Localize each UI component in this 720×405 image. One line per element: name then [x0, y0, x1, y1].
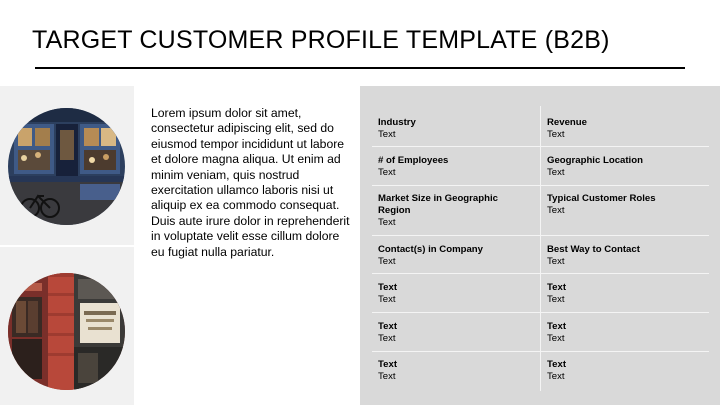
grid-cell-value: Text: [547, 167, 565, 178]
grid-cell-value: Text: [547, 294, 565, 305]
grid-cell-value: Text: [547, 333, 565, 344]
grid-cell-label: Contact(s) in Company: [378, 244, 484, 255]
grid-cell-text: [547, 321, 697, 345]
grid-cell-market-size: [378, 193, 528, 229]
grid-cell-label: Best Way to Contact: [547, 244, 640, 255]
grid-cell-value: Text: [547, 205, 565, 216]
grid-cell-employees: [378, 155, 528, 179]
grid-cell-contacts: [378, 244, 528, 268]
grid-cell-text: [378, 359, 528, 383]
grid-cell-label: Text: [547, 321, 567, 332]
grid-cell-label: Industry: [378, 117, 416, 128]
grid-cell-label: Typical Customer Roles: [547, 193, 656, 204]
grid-row-divider: [372, 273, 709, 274]
grid-cell-text: [378, 321, 528, 345]
grid-cell-label: Geographic Location: [547, 155, 643, 166]
grid-row-divider: [372, 351, 709, 352]
grid-column-divider: [540, 106, 541, 391]
grid-cell-customer-roles: [547, 193, 697, 217]
title-underline: [35, 67, 685, 69]
grid-cell-label: Text: [378, 321, 398, 332]
grid-cell-value: Text: [378, 294, 396, 305]
grid-cell-label: Text: [378, 359, 398, 370]
grid-cell-industry: [378, 117, 528, 141]
grid-cell-label: Text: [378, 282, 398, 293]
grid-cell-label: Revenue: [547, 117, 587, 128]
grid-cell-text: [547, 359, 697, 383]
grid-cell-label: Text: [547, 282, 567, 293]
storefront-photo: [8, 108, 125, 225]
grid-cell-value: Text: [547, 371, 565, 382]
grid-cell-label: Market Size in Geographic Region: [378, 193, 498, 216]
brick-shopfront-photo: [8, 273, 125, 390]
grid-cell-value: Text: [378, 167, 396, 178]
grid-row-divider: [372, 312, 709, 313]
image-column-divider: [0, 245, 134, 247]
grid-cell-revenue: [547, 117, 697, 141]
grid-row-divider: [372, 235, 709, 236]
grid-cell-value: Text: [378, 371, 396, 382]
grid-row-divider: [372, 185, 709, 186]
grid-cell-value: Text: [378, 129, 396, 140]
grid-cell-label: Text: [547, 359, 567, 370]
grid-cell-label: # of Employees: [378, 155, 449, 166]
grid-cell-value: Text: [547, 129, 565, 140]
grid-cell-text: [378, 282, 528, 306]
grid-cell-text: [547, 282, 697, 306]
grid-row-divider: [372, 146, 709, 147]
grid-cell-best-contact: [547, 244, 697, 268]
grid-cell-value: Text: [378, 333, 396, 344]
page-title: TARGET CUSTOMER PROFILE TEMPLATE (B2B): [32, 26, 610, 54]
grid-cell-value: Text: [547, 256, 565, 267]
description-paragraph: Lorem ipsum dolor sit amet, consectetur adipiscing elit, sed do eiusmod tempor incididunt ut labore et dolore magna aliqua. Ut enim ad minim veniam, quis nostrud exercitation ullamco laboris nisi ut aliquip ex ea commodo consequat. Duis aute irure dolor in reprehenderit in voluptate velit esse cillum dolore eu fugiat nulla pariatur.: [151, 106, 350, 259]
grid-cell-geographic-location: [547, 155, 697, 179]
grid-cell-value: Text: [378, 256, 396, 267]
grid-cell-value: Text: [378, 217, 396, 228]
